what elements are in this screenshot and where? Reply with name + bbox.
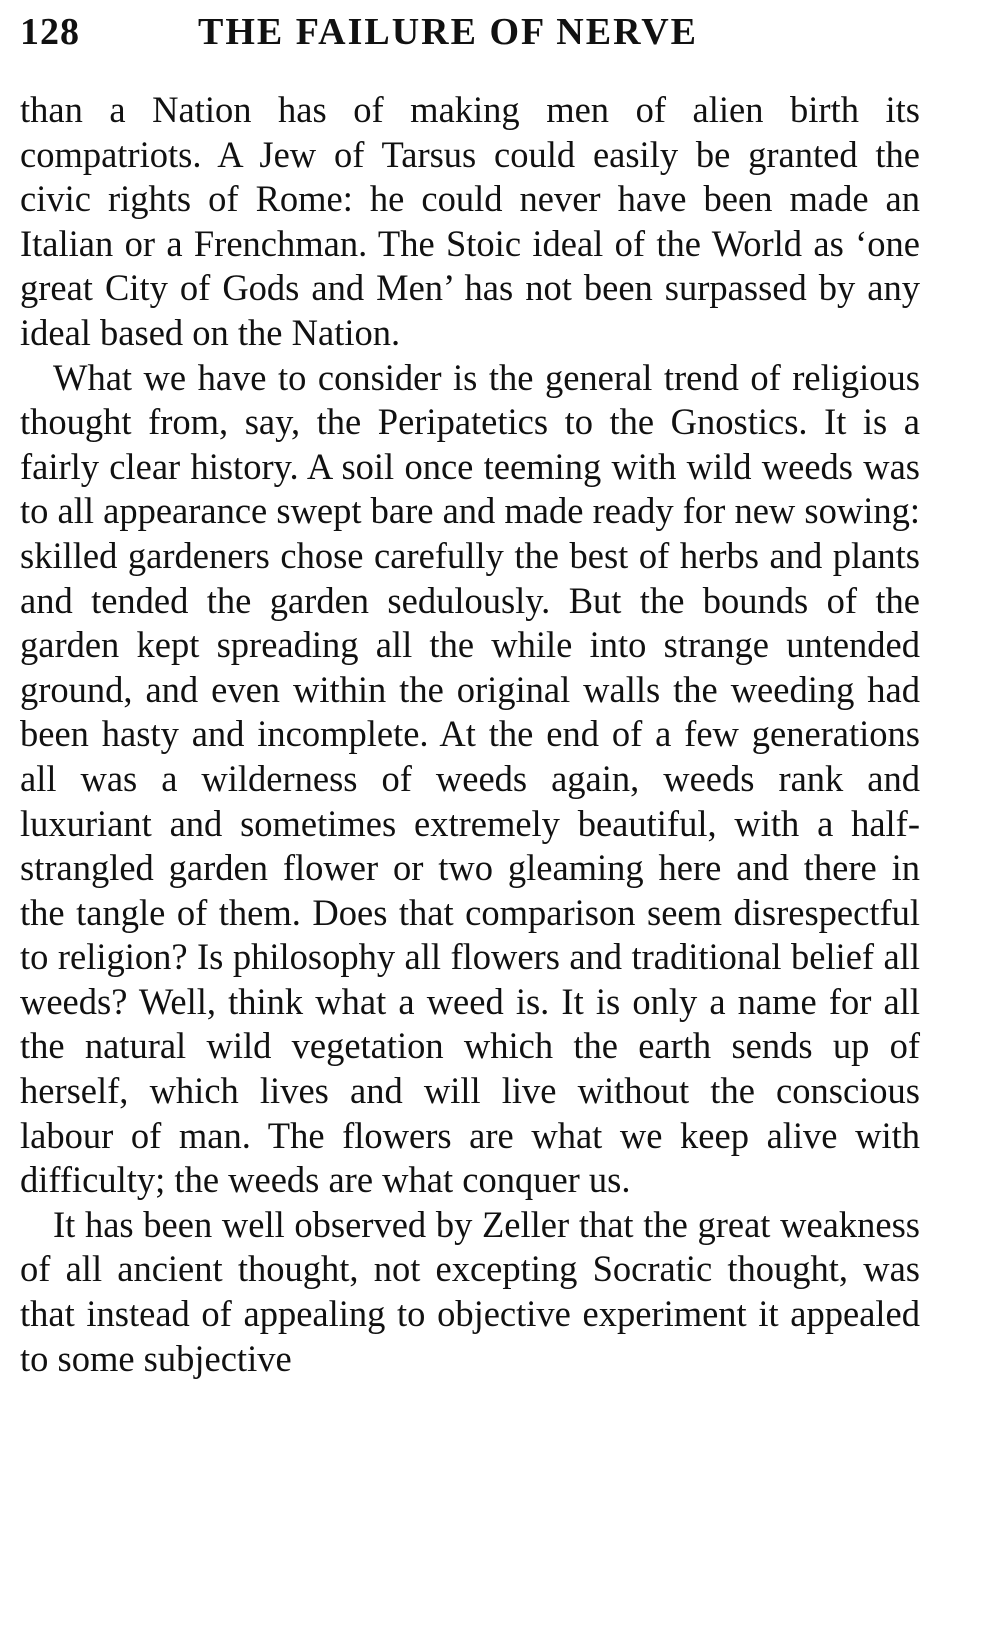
paragraph-religious-thought: What we have to consider is the general trend of religious thought from, say, the Peripatetics to the Gnostics. It is a fairly clear history. A soil once teeming with wild weeds was to all appearance swept bare and made ready for new sowing: skilled gardeners chose carefully the best of herbs and plants and tended the garden sedulously. But the bounds of the garden kept spreading all the while into strange untended ground, and even within the original walls the weeding had been hasty and incomplete. At the end of a few generations all was a wilderness of weeds again, weeds rank and luxuriant and sometimes extremely beautiful, with a half-strangled garden flower or two gleaming here and there in the tangle of them. Does that comparison seem disrespectful to religion? Is philosophy all flowers and traditional belief all weeds? Well, think what a weed is. It is only a name for all the natural wild vegetation which the earth sends up of herself, which lives and will live without the conscious labour of man. The flowers are what we keep alive with difficulty; the weeds are what conquer us. xyxy=(20,356,920,1201)
body-text xyxy=(20,88,920,1381)
running-head xyxy=(20,10,920,70)
book-page xyxy=(20,10,920,1635)
paragraph-zeller: It has been well observed by Zeller that the great weakness of all ancient thought, not excepting Socratic thought, was that instead of appealing to objective experiment it appealed to some subjective xyxy=(20,1203,920,1379)
paragraph-continued: than a Nation has of making men of alien birth its compatriots. A Jew of Tarsus could easily be granted the civic rights of Rome: he could never have been made an Italian or a Frenchman. The Stoic ideal of the World as ‘one great City of Gods and Men’ has not been surpassed by any ideal based on the Nation. xyxy=(20,89,920,353)
running-title: THE FAILURE OF NERVE xyxy=(198,11,698,53)
page-number: 128 xyxy=(20,11,80,53)
